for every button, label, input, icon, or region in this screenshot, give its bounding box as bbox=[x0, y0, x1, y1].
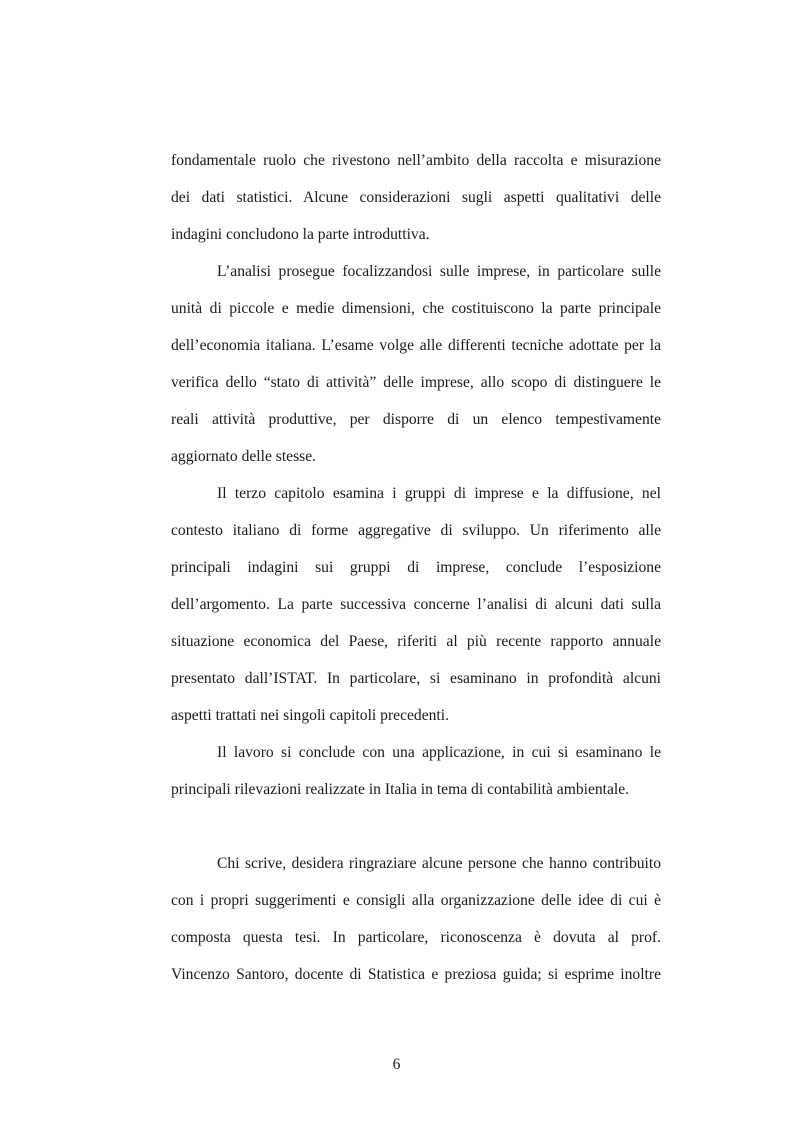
text-line: fondamentale ruolo che rivestono nell’ambito della raccolta e misurazione bbox=[171, 152, 661, 169]
text-line: con i propri suggerimenti e consigli alla organizzazione delle idee di cui è bbox=[171, 892, 661, 909]
text-line: indagini concludono la parte introduttiva. bbox=[171, 226, 430, 243]
text-line: verifica dello “stato di attività” delle imprese, allo scopo di distinguere le bbox=[171, 374, 661, 391]
text-line: Chi scrive, desidera ringraziare alcune persone che hanno contribuito bbox=[217, 855, 661, 872]
text-line: Vincenzo Santoro, docente di Statistica e preziosa guida; si esprime inoltre bbox=[171, 966, 661, 983]
text-line: presentato dall’ISTAT. In particolare, si esaminano in profondità alcuni bbox=[171, 670, 661, 687]
text-line: aggiornato delle stesse. bbox=[171, 448, 317, 465]
text-line: contesto italiano di forme aggregative di sviluppo. Un riferimento alle bbox=[171, 522, 661, 539]
text-line: dei dati statistici. Alcune considerazioni sugli aspetti qualitativi delle bbox=[171, 189, 661, 206]
text-line: unità di piccole e medie dimensioni, che costituiscono la parte principale bbox=[171, 300, 661, 317]
text-line: dell’economia italiana. L’esame volge alle differenti tecniche adottate per la bbox=[171, 337, 661, 354]
text-line: principali indagini sui gruppi di imprese, conclude l’esposizione bbox=[171, 559, 661, 576]
body-text-main bbox=[171, 142, 661, 808]
text-line: aspetti trattati nei singoli capitoli precedenti. bbox=[171, 707, 449, 724]
text-line: L’analisi prosegue focalizzandosi sulle imprese, in particolare sulle bbox=[217, 263, 661, 280]
text-line: Il lavoro si conclude con una applicazione, in cui si esaminano le bbox=[217, 744, 661, 761]
page-number: 6 bbox=[392, 1056, 401, 1073]
text-line: composta questa tesi. In particolare, riconoscenza è dovuta al prof. bbox=[171, 929, 661, 946]
text-line: dell’argomento. La parte successiva concerne l’analisi di alcuni dati sulla bbox=[171, 596, 661, 613]
body-text-acknowledgements bbox=[171, 845, 661, 993]
text-line: reali attività produttive, per disporre di un elenco tempestivamente bbox=[171, 411, 661, 428]
text-line: situazione economica del Paese, riferiti al più recente rapporto annuale bbox=[171, 633, 661, 650]
text-line: principali rilevazioni realizzate in Italia in tema di contabilità ambientale. bbox=[171, 781, 630, 798]
text-line: Il terzo capitolo esamina i gruppi di imprese e la diffusione, nel bbox=[217, 485, 661, 502]
